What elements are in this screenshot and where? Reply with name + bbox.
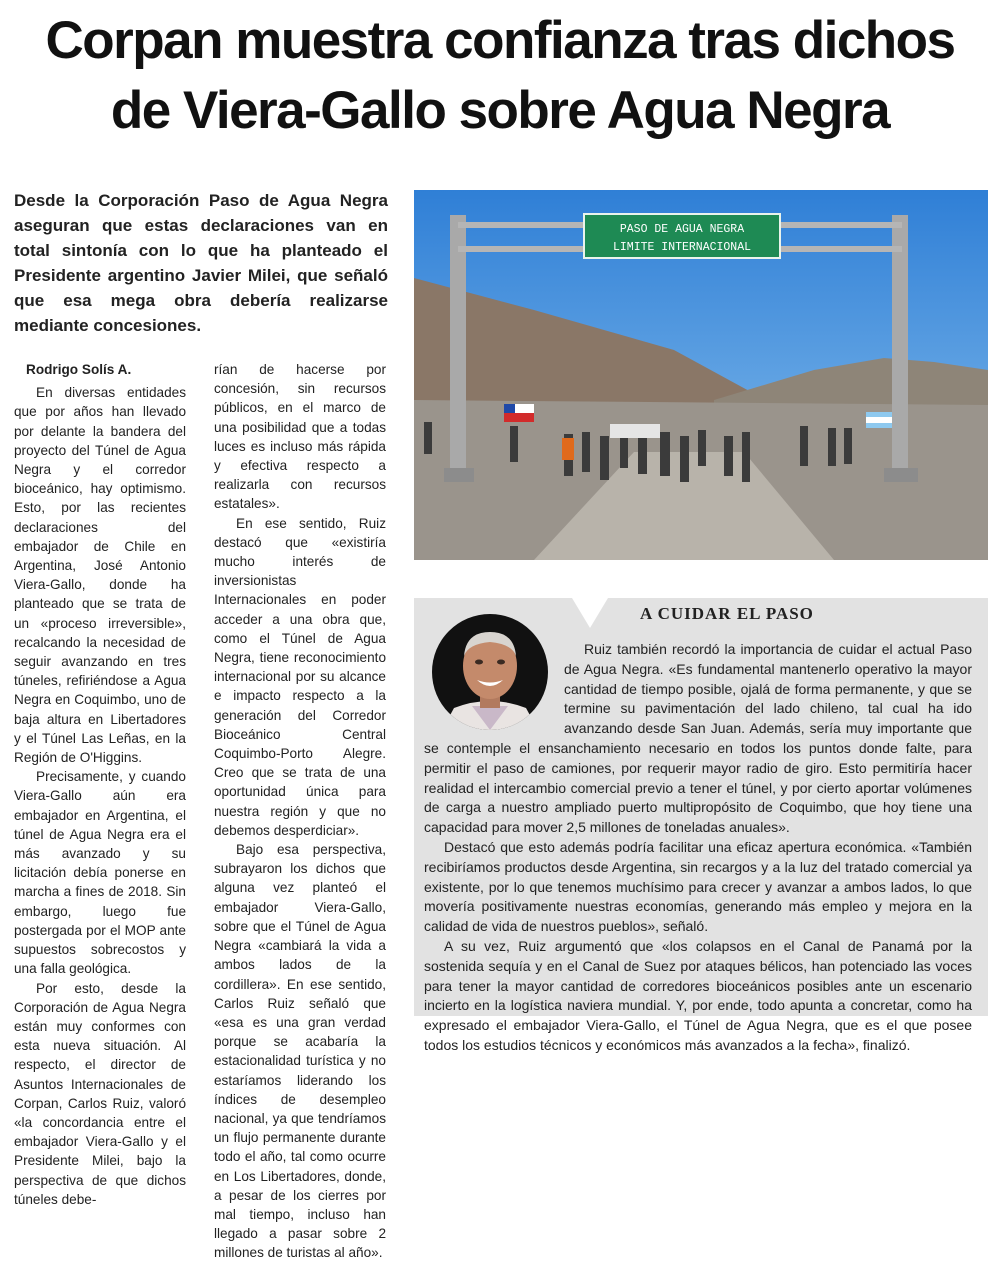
article-paragraph: Precisamente, y cuando Viera-Gallo aún era embajador en Argentina, el túnel de Agua Negra era el más avanzado y su licitación debía ponerse en marcha a fines de 2018. Sin embargo, luego fue postergada por el MOP ante supuestos sobrecostos y una falla geológica. (14, 769, 186, 977)
sidebar-text (424, 640, 972, 1056)
sidebar-title: A CUIDAR EL PASO (640, 604, 814, 623)
article-paragraph: En diversas entidades que por años han llevado por delante la bandera del proyecto del Túnel de Agua Negra y el corredor bioceánico, hay optimismo. Esto, por las recientes declaraciones del embajador de Chile en Argentina, José Antonio Viera-Gallo, donde ha planteado que se trata de un «proceso irreversible», recalcando la necesidad de seguir avanzando en tres túneles, refiriéndose a Agua Negra en Coquimbo, uno de baja altura en Libertadores y el Túnel Las Leñas, en la Región de O'Higgins. (14, 385, 186, 766)
sign-line-2: LIMITE INTERNACIONAL (612, 241, 752, 254)
sidebar-paragraph: Ruiz también recordó la importancia de cuidar el actual Paso de Agua Negra. «Es fundamental mantenerlo operativo la mayor cantidad de tiempo posible, ojalá de forma permanente, y que se termine su pavimentación del lado chileno, tal cual ha ido avanzando desde San Juan. Además, sería muy importante que se contemple el ensanchamiento necesario en todos los puntos donde falte, para permitir el paso de camiones, por requerir mayor radio de giro. Esto permitiría hacer realidad el intercambio comercial previo a tener el túnel, y por cierto aportar volúmenes de carga a nuestro ampliado puerto multipropósito de Coquimbo, que hoy tiene una capacidad para mover 2,5 millones de toneladas anuales». (424, 641, 972, 836)
sidebar-paragraph: Destacó que esto además podría facilitar una eficaz apertura económica. «También recibiríamos productos desde Argentina, sin recargos y a la luz del tratado comercial ya existente, por lo que tenemos muchísimo para crecer y avanzar a ambos lados, lo que movería positivamente nuestras economías, generando más empleo y mejora en la calidad de vida de nuestros pueblos», señaló. (424, 838, 972, 935)
article-column-2 (214, 360, 386, 1263)
sidebar-paragraph: A su vez, Ruiz argumentó que «los colapsos en el Canal de Panamá por la sostenida sequía y en el Canal de Suez por ataques bélicos, han potenciado las voces para tener la mayor cantidad de corredores bioceánicos posibles ante un escenario incierto en la logística naviera mundial. Y, por ende, todo apunta a concretar, como ha expresado el embajador Viera-Gallo, el Túnel de Agua Negra, que es el que posee todos los estudios técnicos y económicos más avanzados a la fecha», finalizó. (424, 937, 972, 1053)
sign-line-1: PASO DE AGUA NEGRA (619, 223, 745, 236)
article-paragraph: En ese sentido, Ruiz destacó que «existiría mucho interés de inversionistas Internacionales en poder acceder a una obra que, como el Túnel de Agua Negra, tiene reconocimiento internacional por su alcance e impacto respecto a la generación del Corredor Bioceánico Central Coquimbo-Porto Alegre. Creo que se trata de una oportunidad única para nuestra región y que no debemos desperdiciar». (214, 515, 386, 838)
lead-paragraph: Desde la Corporación Paso de Agua Negra aseguran que estas declaraciones van en total sintonía con lo que ha planteado el Presidente argentino Javier Milei, que señaló que esa mega obra debería realizarse mediante concesiones. (14, 191, 388, 335)
article-paragraph: Bajo esa perspectiva, subrayaron los dichos que alguna vez planteó el embajador Viera-Gallo, sobre que el Túnel de Agua Negra «cambiará la vida a ambos lados de la cordillera». En ese sentido, Carlos Ruiz señaló que «esa es una gran verdad porque se acabaría la estacionalidad turística y no estaríamos liderando los índices de desempleo nacional, ya que tendríamos un flujo permanente durante todo el año, tal como ocurre en Los Libertadores, donde, a pesar de los cierres por mal tiempo, incluso han llegado a pasar sobre 2 millones de turistas al año». (214, 842, 386, 1261)
box-notch (572, 598, 608, 628)
article-paragraph: Por esto, desde la Corporación de Agua Negra están muy conformes con esta nueva situación. Al respecto, el director de Asuntos Internacionales de Corpan, Carlos Ruiz, valoró «la concordancia entre el embajador Viera-Gallo y el Presidente Milei, bajo la perspectiva de que dichos túneles debe- (14, 980, 186, 1207)
article-paragraph: rían de hacerse por concesión, sin recursos públicos, en el marco de una posibilidad que a todas luces es incluso más rápida y efectiva respecto a realizarla con recursos estatales». (214, 362, 386, 512)
border-crossing-photo (414, 190, 988, 560)
headline-line-1: Corpan muestra confianza tras dichos (45, 11, 955, 70)
headline-line-2: de Viera-Gallo sobre Agua Negra (110, 81, 890, 140)
byline: Rodrigo Solís A. (26, 362, 132, 377)
headline (0, 6, 1000, 146)
article-column-1 (14, 360, 186, 1209)
